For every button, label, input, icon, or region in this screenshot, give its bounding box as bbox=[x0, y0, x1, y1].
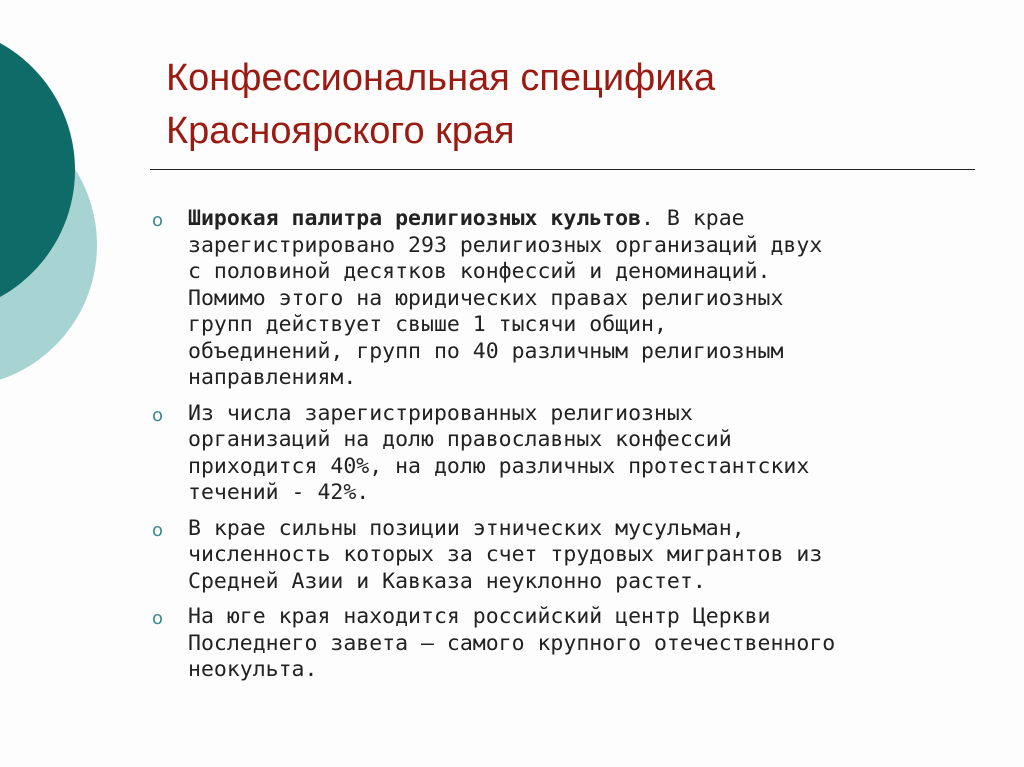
bullet-text: течений - 42%. bbox=[188, 480, 370, 505]
bullet-text: с половиной десятков конфессий и деноминаций. bbox=[188, 259, 771, 284]
bullet-text: Средней Азии и Кавказа неуклонно растет. bbox=[188, 568, 706, 594]
bullet-text: На юге края находится российский центр Церкви bbox=[188, 604, 771, 629]
bullet-list bbox=[150, 206, 980, 693]
bullet-text: неокульта. bbox=[188, 657, 318, 682]
bullet-text: Последнего завета – самого крупного отечественного bbox=[188, 630, 836, 656]
hollow-circle-bullet-icon: о bbox=[152, 608, 164, 629]
bullet-text: зарегистрировано 293 религиозных организаций двух bbox=[188, 232, 823, 258]
slide-title bbox=[166, 52, 986, 158]
bullet-text: . В крае bbox=[641, 206, 745, 231]
bullet-text: организаций на долю православных конфессий bbox=[188, 427, 732, 452]
hollow-circle-bullet-icon: о bbox=[152, 519, 164, 541]
bullet-item bbox=[150, 516, 980, 596]
hollow-circle-bullet-icon: о bbox=[152, 404, 164, 426]
bullet-item bbox=[150, 604, 980, 684]
bullet-text: групп действует свыше 1 тысячи общин, bbox=[188, 312, 667, 337]
bullet-item bbox=[150, 401, 980, 507]
hollow-circle-bullet-icon: о bbox=[152, 210, 164, 231]
bullet-lead: Широкая палитра религиозных культов bbox=[188, 206, 642, 231]
bullet-text: Из числа зарегистрированных религиозных bbox=[188, 400, 693, 426]
title-line: Конфессиональная специфика bbox=[166, 57, 716, 99]
bullet-text: объединений, групп по 40 различным религиозным bbox=[188, 338, 784, 364]
bullet-item bbox=[150, 206, 980, 392]
bullet-text: В крае сильны позиции этнических мусульман, bbox=[188, 515, 745, 541]
title-divider bbox=[150, 169, 975, 170]
bullet-text: Помимо этого на юридических правах религиозных bbox=[188, 285, 784, 311]
decorative-circles bbox=[0, 0, 140, 420]
bullet-text: приходится 40%, на долю различных протестантских bbox=[188, 453, 810, 479]
bullet-text: численность которых за счет трудовых мигрантов из bbox=[188, 542, 823, 567]
title-line: Красноярского края bbox=[166, 110, 515, 152]
bullet-text: направлениям. bbox=[188, 365, 357, 390]
